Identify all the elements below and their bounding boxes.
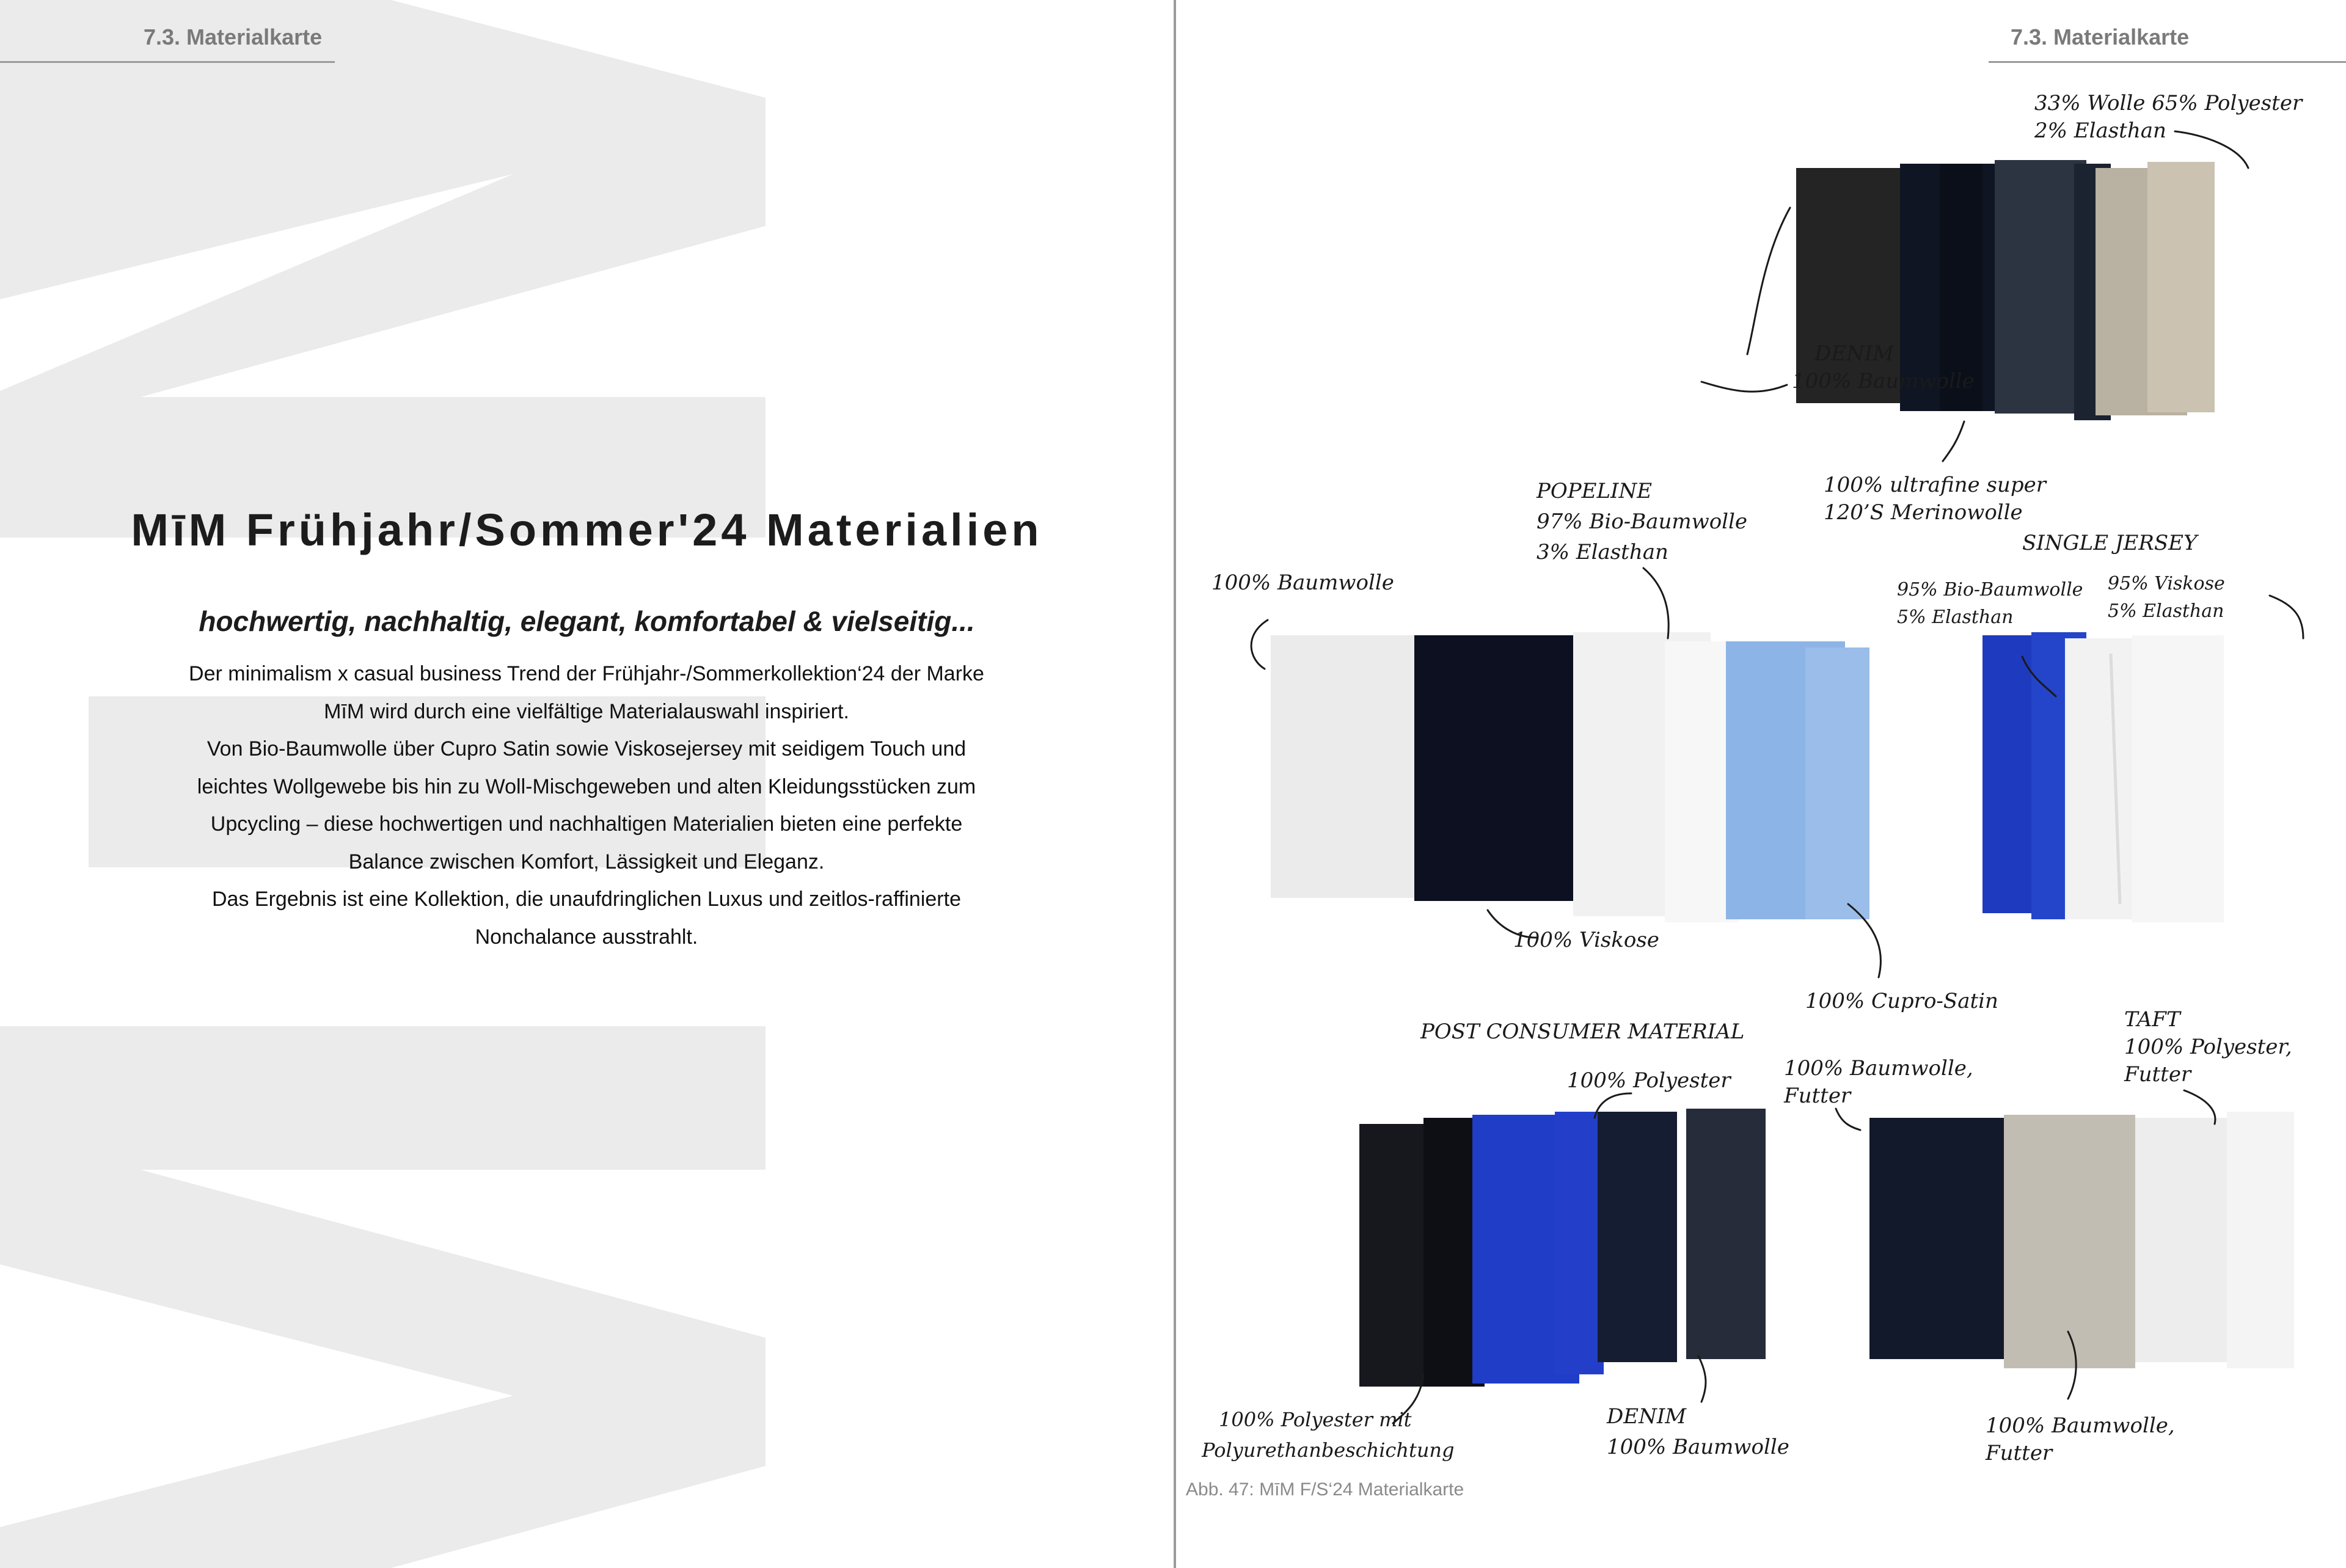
label-cotton-lining-bottom-1: 100% Baumwolle, <box>1986 1413 2175 1438</box>
page-subtitle: hochwertig, nachhaltig, elegant, komfortabel & vielseitig... <box>199 605 975 637</box>
label-cotton-100: 100% Baumwolle <box>1211 571 1394 595</box>
label-popeline-3: 3% Elasthan <box>1537 540 1668 564</box>
swatch-cotton-white <box>1271 635 1430 898</box>
swatch-denim-grey <box>1686 1109 1766 1359</box>
body-line: Das Ergebnis ist eine Kollektion, die unaufdringlichen Luxus und zeitlos-raffinierte <box>212 888 961 911</box>
label-merino-1: 100% ultrafine super <box>1824 473 2046 497</box>
swatch-group-single-jersey <box>1982 632 2224 922</box>
swatch-lining-beige <box>2004 1115 2135 1368</box>
label-cotton-lining-top-1: 100% Baumwolle, <box>1784 1056 1973 1081</box>
arrow-jersey-viskose <box>2270 596 2303 638</box>
body-line: leichtes Wollgewebe bis hin zu Woll-Mischgeweben und alten Kleidungsstücken zum <box>197 775 976 798</box>
label-jersey-bio-2: 5% Elasthan <box>1897 607 2014 628</box>
swatch-polyester-blue-2 <box>1555 1112 1604 1374</box>
material-board <box>1176 0 2346 1568</box>
body-line: Von Bio-Baumwolle über Cupro Satin sowie Viskosejersey mit seidigem Touch und <box>206 737 967 760</box>
label-cupro: 100% Cupro-Satin <box>1805 989 1998 1013</box>
label-pu-coated-1: 100% Polyester mit <box>1219 1408 1412 1431</box>
body-line: Der minimalism x casual business Trend der Frühjahr-/Sommerkollektion‘24 der Marke <box>189 662 984 685</box>
arrow-denim-bottom <box>1698 1356 1706 1402</box>
label-cotton-lining-bottom-2: Futter <box>1986 1441 2053 1465</box>
body-line: Balance zwischen Komfort, Lässigkeit und Eleganz. <box>348 850 825 873</box>
section-header: 7.3. Materialkarte <box>144 24 323 49</box>
right-page <box>1176 0 2346 1568</box>
label-jersey-viskose-1: 95% Viskose <box>2108 573 2225 594</box>
label-taft-2: 100% Polyester, <box>2124 1035 2292 1059</box>
swatch-viskose-navy <box>1414 635 1582 901</box>
swatch-denim-navy <box>1598 1112 1677 1362</box>
swatch-denim-black <box>1796 168 1909 403</box>
swatch-cupro-lightblue-2 <box>1805 647 1869 919</box>
arrow-merino <box>1943 421 1964 461</box>
page-title: MīM Frühjahr/Sommer'24 Materialien <box>131 505 1043 555</box>
swatch-taft-white-2 <box>2227 1112 2294 1368</box>
label-polyester-100: 100% Polyester <box>1567 1068 1731 1093</box>
label-merino-2: 120’S Merinowolle <box>1824 500 2023 525</box>
label-jersey-viskose-2: 5% Elasthan <box>2108 600 2224 622</box>
label-popeline-2: 97% Bio-Baumwolle <box>1537 509 1748 534</box>
swatch-taft-white <box>2135 1118 2233 1362</box>
swatch-group-post-consumer <box>1359 1109 1766 1387</box>
section-header: 7.3. Materialkarte <box>2011 24 2190 49</box>
label-popeline-1: POPELINE <box>1537 479 1653 503</box>
label-denim-bottom-1: DENIM <box>1607 1404 1687 1429</box>
swatch-group-lining <box>1869 1112 2294 1368</box>
label-taft-1: TAFT <box>2124 1007 2180 1032</box>
arrow-cotton-100 <box>1251 620 1268 669</box>
label-cotton-lining-top-2: Futter <box>1784 1084 1851 1108</box>
label-denim-top-1: DENIM <box>1814 341 1895 366</box>
label-denim-bottom-2: 100% Baumwolle <box>1607 1435 1789 1459</box>
swatch-jersey-white-2 <box>2132 635 2224 922</box>
body-paragraph <box>159 655 1014 956</box>
label-single-jersey-title: SINGLE JERSEY <box>2022 531 2198 555</box>
body-line: Upcycling – diese hochwertigen und nachhaltigen Materialien bieten eine perfekte <box>210 812 963 836</box>
label-viskose: 100% Viskose <box>1513 928 1659 952</box>
arrow-popeline <box>1643 568 1668 638</box>
swatch-linen-beige-2 <box>2147 162 2215 412</box>
swatch-lining-navy <box>1869 1118 2010 1359</box>
label-wool-blend-1: 33% Wolle 65% Polyester <box>2034 91 2303 115</box>
swatch-group-middle-left <box>1271 632 1869 922</box>
label-post-consumer-title: POST CONSUMER MATERIAL <box>1420 1019 1745 1044</box>
arrow-cotton-lining-top <box>1836 1109 1860 1130</box>
header-rule <box>0 61 335 63</box>
arrow-denim-top-2 <box>1701 382 1787 392</box>
arrow-denim-top <box>1747 208 1790 354</box>
body-line: MīM wird durch eine vielfältige Materialauswahl inspiriert. <box>324 699 849 723</box>
label-taft-3: Futter <box>2124 1062 2191 1087</box>
swatch-wool-blend-grey <box>1995 160 2086 414</box>
label-jersey-bio-1: 95% Bio-Baumwolle <box>1897 579 2083 600</box>
body-line: Nonchalance ausstrahlt. <box>475 925 698 949</box>
label-wool-blend-2: 2% Elasthan <box>2034 119 2166 143</box>
label-pu-coated-2: Polyurethanbeschichtung <box>1202 1439 1455 1462</box>
figure-caption: Abb. 47: MīM F/S‘24 Materialkarte <box>1186 1479 1464 1500</box>
label-denim-top-2: 100% Baumwolle <box>1792 369 1975 393</box>
